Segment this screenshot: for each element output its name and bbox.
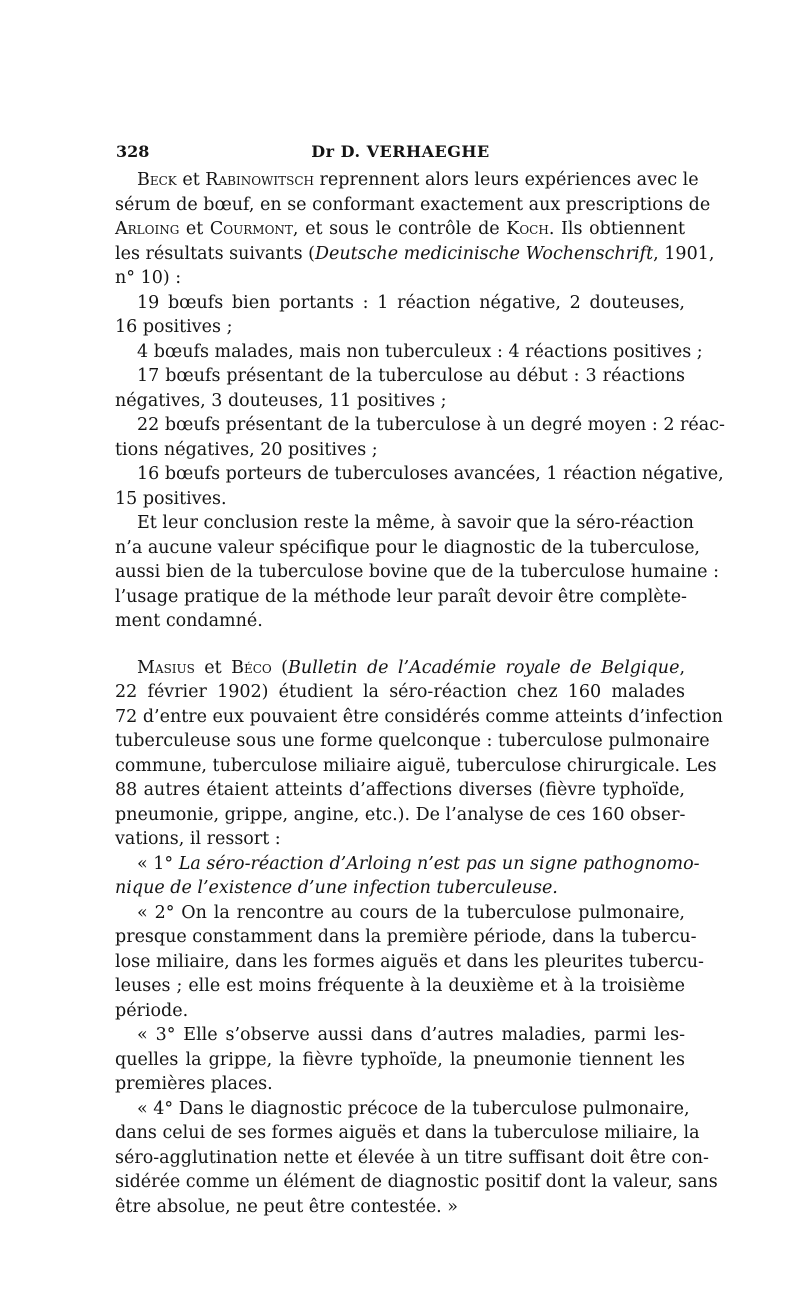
text-line: 22 février 1902) étudient la séro-réaction chez 160 malades xyxy=(115,682,685,702)
text-line: aussi bien de la tuberculose bovine que de la tuberculose humaine : xyxy=(115,562,719,582)
text-line: « 4° Dans le diagnostic précoce de la tuberculose pulmonaire, xyxy=(137,1098,690,1119)
text-line: vations, il ressort : xyxy=(115,829,281,849)
paragraph xyxy=(115,413,725,462)
paragraph xyxy=(115,168,715,291)
text-line: ment condamné. xyxy=(115,611,263,631)
text-line: 17 bœufs présentant de la tuberculose au début : 3 réactions xyxy=(137,366,685,386)
text-line: être absolue, ne peut être contestée. » xyxy=(115,1196,459,1217)
text-line: Arloing et Courmont, et sous le contrôle de Koch. Ils obtiennent xyxy=(115,219,686,239)
text-line: tions négatives, 20 positives ; xyxy=(115,439,378,460)
text-line: 19 bœufs bien portants : 1 réaction négative, 2 douteuses, xyxy=(137,292,685,313)
text-line: quelles la grippe, la fièvre typhoïde, la pneumonie tiennent les xyxy=(115,1049,685,1070)
text-line: tuberculeuse sous une forme quelconque : tuberculose pulmonaire xyxy=(115,731,710,751)
running-head: Dr D. VERHAEGHE xyxy=(311,142,490,161)
page-number: 328 xyxy=(116,142,150,161)
paragraph xyxy=(115,291,685,340)
text-line: « 2° On la rencontre au cours de la tuberculose pulmonaire, xyxy=(137,902,685,923)
paragraph xyxy=(115,901,704,1024)
text-line: nique de l’existence d’une infection tuberculeuse. xyxy=(115,878,558,898)
text-line: « 3° Elle s’observe aussi dans d’autres maladies, parmi les- xyxy=(137,1025,685,1045)
text-line: commune, tuberculose miliaire aiguë, tuberculose chirurgicale. Les xyxy=(115,755,717,776)
text-line: Beck et Rabinowitsch reprennent alors leurs expériences avec le xyxy=(137,170,699,190)
text-line: 16 positives ; xyxy=(115,317,233,337)
paragraph xyxy=(115,462,724,511)
text-line: séro-agglutination nette et élevée à un titre suffisant doit être con- xyxy=(115,1147,709,1168)
paragraph xyxy=(115,1023,685,1097)
text-line: presque constamment dans la première période, dans la tubercu- xyxy=(115,927,697,947)
text-line: Masius et Béco (Bulletin de l’Académie royale de Belgique, xyxy=(137,657,686,678)
text-line: 4 bœufs malades, mais non tuberculeux : 4 réactions positives ; xyxy=(137,341,703,362)
text-line: dans celui de ses formes aiguës et dans la tuberculose miliaire, la xyxy=(115,1123,700,1143)
text-line: n’a aucune valeur spécifique pour le diagnostic de la tuberculose, xyxy=(115,537,700,558)
text-line: Et leur conclusion reste la même, à savoir que la séro-réaction xyxy=(137,513,694,533)
paragraph xyxy=(115,340,703,365)
text-line: pneumonie, grippe, angine, etc.). De l’analyse de ces 160 obser- xyxy=(115,804,686,825)
text-line: 72 d’entre eux pouvaient être considérés comme atteints d’infection xyxy=(115,706,723,727)
text-line: lose miliaire, dans les formes aiguës et dans les pleurites tubercu- xyxy=(115,951,704,972)
text-line: « 1° La séro-réaction d’Arloing n’est pas un signe pathognomo- xyxy=(137,853,700,874)
text-line: l’usage pratique de la méthode leur paraît devoir être complète- xyxy=(115,586,687,607)
paragraph xyxy=(115,852,700,901)
text-line: 22 bœufs présentant de la tuberculose à un degré moyen : 2 réac- xyxy=(137,415,725,435)
paragraph xyxy=(115,1097,718,1220)
text-line: premières places. xyxy=(115,1074,273,1094)
text-line: sidérée comme un élément de diagnostic positif dont la valeur, sans xyxy=(115,1172,718,1192)
text-line: les résultats suivants (Deutsche medicinische Wochenschrift, 1901, xyxy=(115,243,715,264)
paragraph-gap xyxy=(115,634,685,656)
page-header xyxy=(116,140,685,164)
text-line: période. xyxy=(115,1000,189,1021)
body-text xyxy=(115,168,725,1219)
text-line: leuses ; elle est moins fréquente à la deuxième et à la troisième xyxy=(115,976,685,996)
text-line: 88 autres étaient atteints d’affections diverses (fièvre typhoïde, xyxy=(115,780,685,800)
text-line: sérum de bœuf, en se conformant exactement aux prescriptions de xyxy=(115,194,711,215)
text-line: 16 bœufs porteurs de tuberculoses avancées, 1 réaction négative, xyxy=(137,464,724,484)
paragraph xyxy=(115,656,723,852)
paragraph xyxy=(115,511,719,634)
text-line: n° 10) : xyxy=(115,268,182,288)
paragraph xyxy=(115,364,685,413)
text-line: négatives, 3 douteuses, 11 positives ; xyxy=(115,390,447,411)
text-line: 15 positives. xyxy=(115,488,227,509)
